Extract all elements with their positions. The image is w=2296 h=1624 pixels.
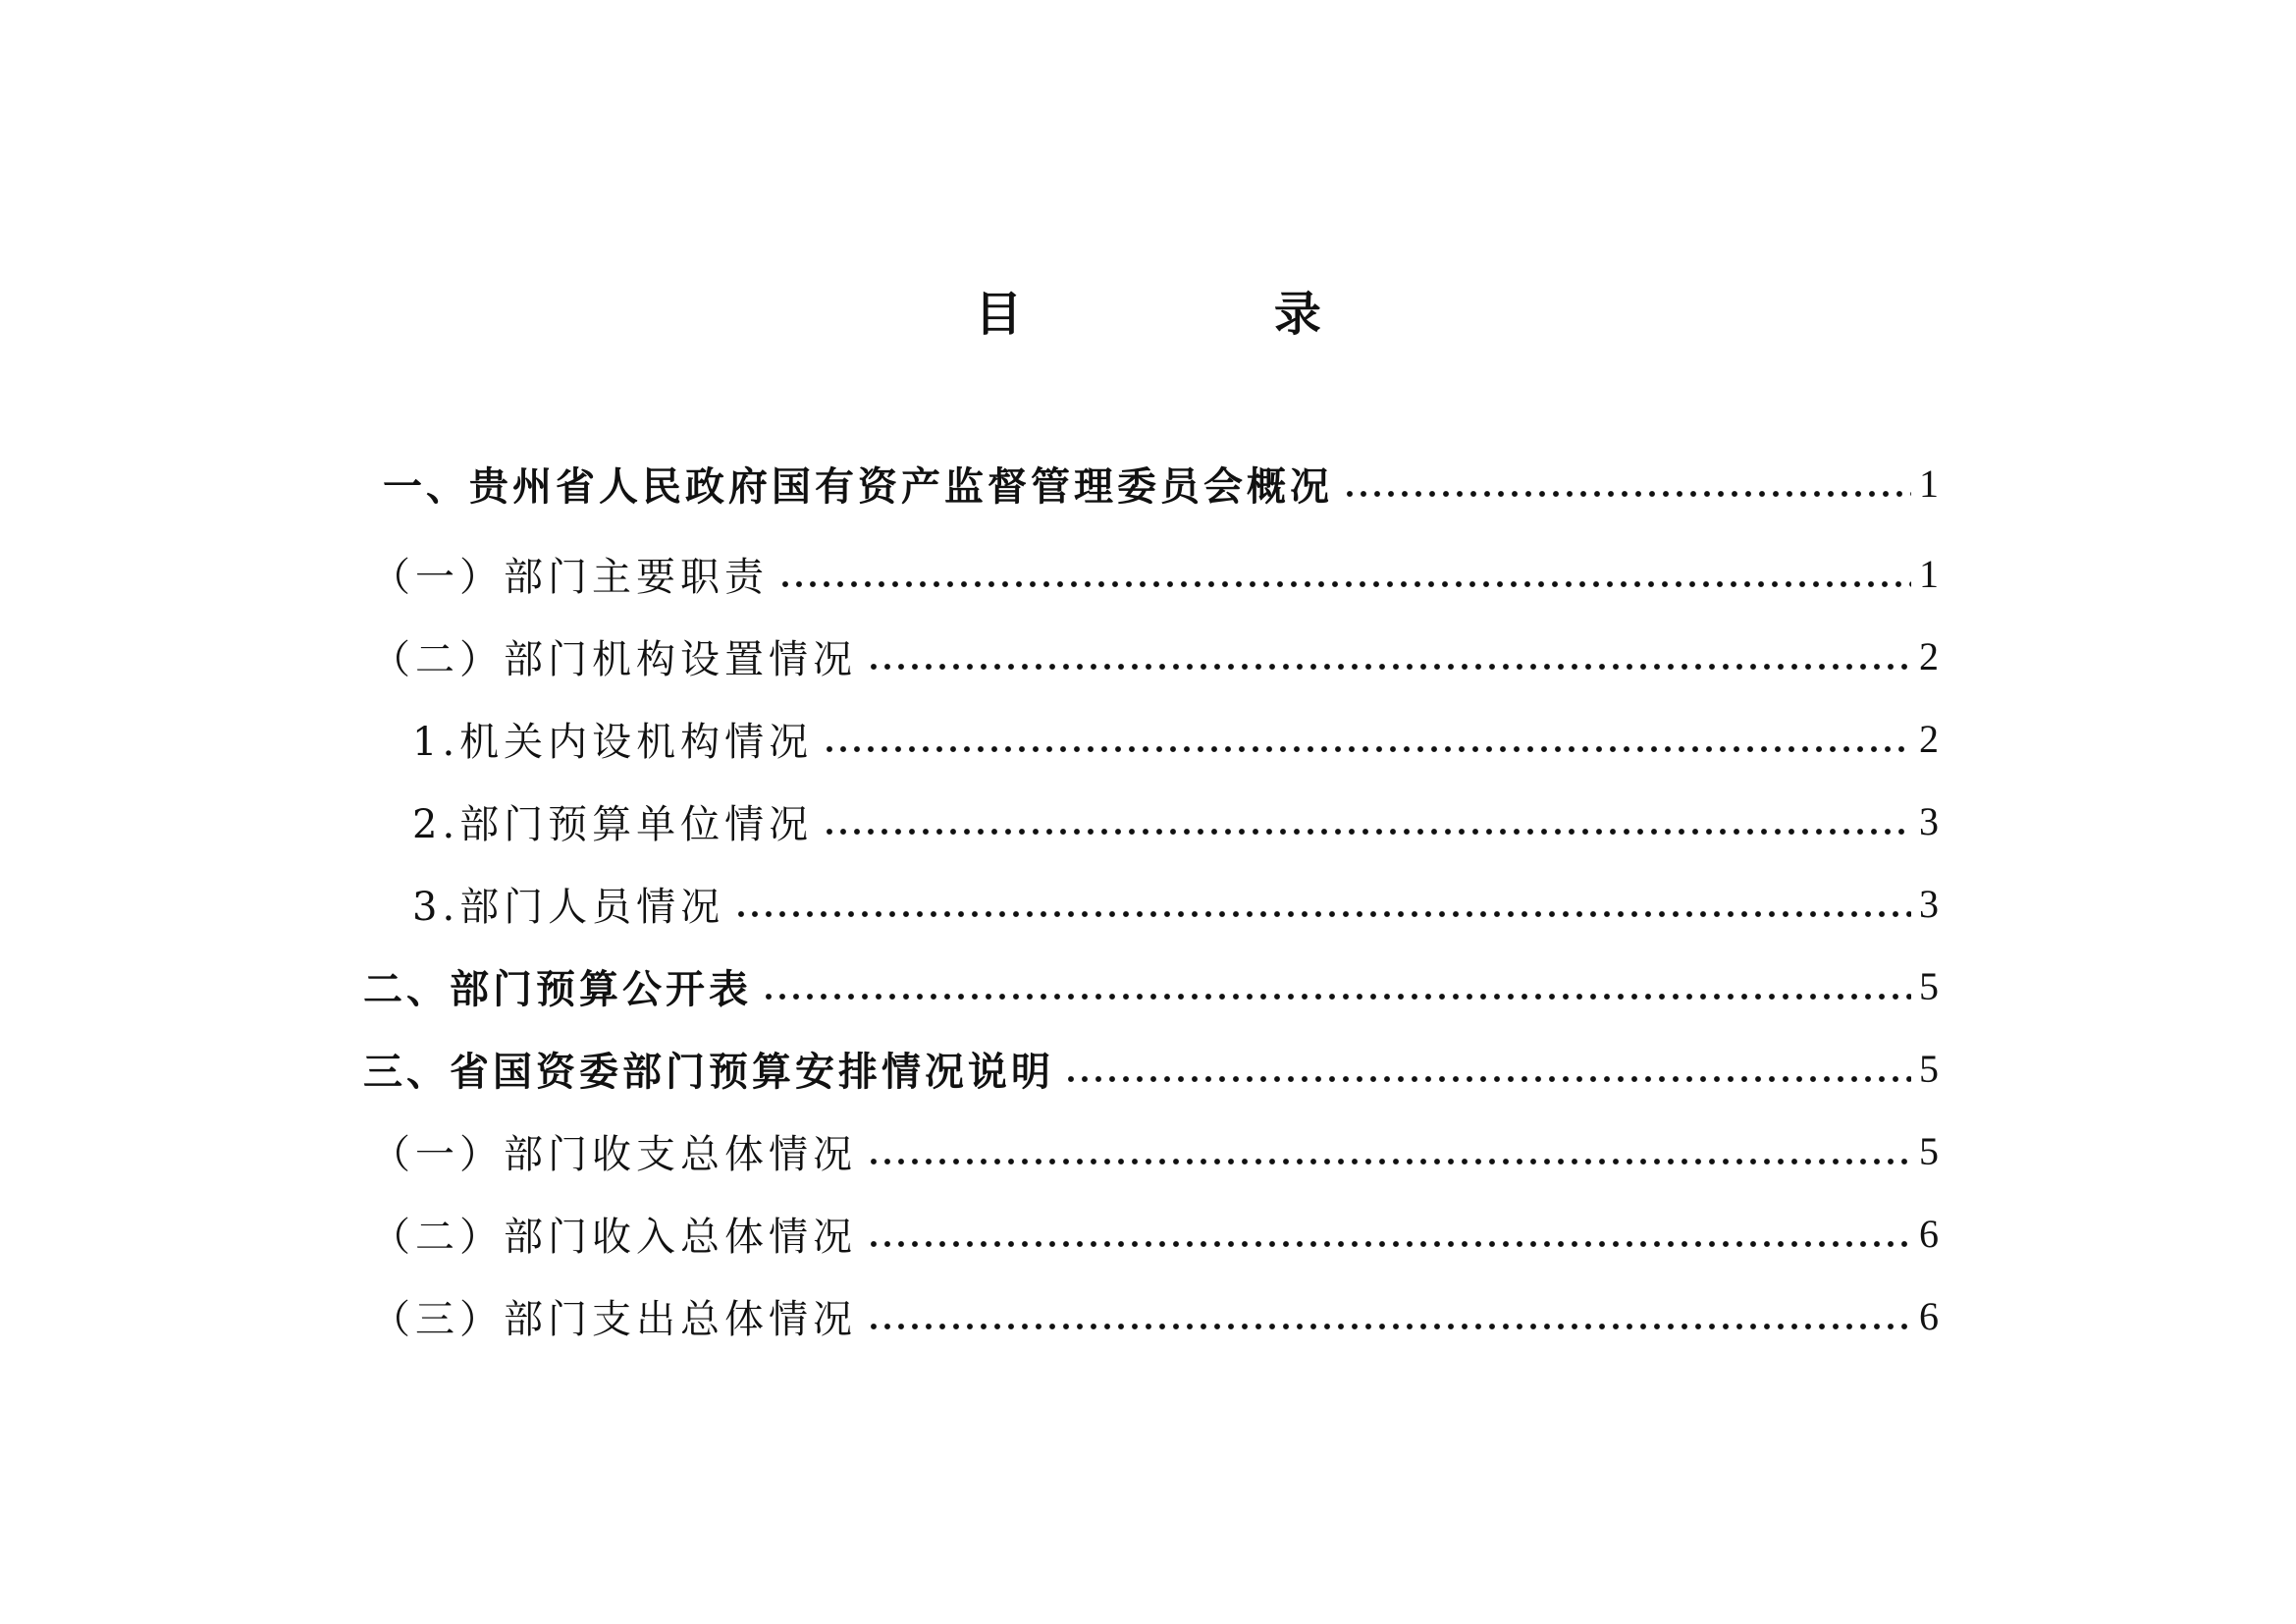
toc-entry-label: （三）部门支出总体情况 [371, 1296, 857, 1342]
toc-entry-budget-units[interactable] [412, 791, 1939, 850]
toc-entry-internal-units[interactable] [412, 709, 1939, 768]
toc-dot-leader [867, 1286, 1911, 1345]
toc-entry-label: 二、部门预算公开表 [363, 966, 752, 1012]
toc-dot-leader [867, 1204, 1911, 1263]
toc-entry-label: （一）部门主要职责 [371, 554, 769, 600]
toc-entry-label: 三、省国资委部门预算安排情况说明 [363, 1049, 1054, 1095]
toc-page-number: 3 [1919, 881, 1939, 926]
toc-entry-label: （二）部门机构设置情况 [371, 636, 857, 682]
toc-dot-leader [867, 1121, 1911, 1180]
toc-page-number: 1 [1919, 551, 1939, 596]
toc-entry-budget-tables[interactable] [363, 956, 1939, 1015]
toc-entry-staff[interactable] [412, 874, 1939, 933]
toc-page-number: 5 [1919, 1128, 1939, 1173]
toc-page-number: 2 [1919, 633, 1939, 678]
toc-page-number: 2 [1919, 716, 1939, 761]
toc-entry-main-duties[interactable] [371, 544, 1939, 603]
toc-page-number: 5 [1919, 963, 1939, 1008]
toc-entry-income-expense[interactable] [371, 1121, 1939, 1180]
toc-dot-leader [762, 956, 1911, 1015]
toc-dot-leader [1064, 1039, 1911, 1098]
toc-page-number: 6 [1919, 1293, 1939, 1338]
toc-entry-overview[interactable] [383, 454, 1939, 513]
toc-entry-label: 一、贵州省人民政府国有资产监督管理委员会概况 [383, 463, 1333, 510]
toc-title: 目 录 [975, 287, 1439, 342]
toc-entry-label: （一）部门收支总体情况 [371, 1131, 857, 1177]
toc-dot-leader [734, 874, 1911, 933]
toc-entry-expense[interactable] [371, 1286, 1939, 1345]
toc-entry-org-setup[interactable] [371, 626, 1939, 685]
toc-entry-income[interactable] [371, 1204, 1939, 1263]
toc-page-number: 1 [1919, 460, 1939, 506]
toc-dot-leader [823, 709, 1911, 768]
toc-dot-leader [778, 544, 1911, 603]
toc-entry-budget-explanation[interactable] [363, 1039, 1939, 1098]
toc-dot-leader [1343, 454, 1911, 513]
toc-page-number: 6 [1919, 1211, 1939, 1256]
toc-page-number: 3 [1919, 798, 1939, 843]
toc-entry-label: 1.机关内设机构情况 [412, 719, 814, 765]
toc-entry-label: 3.部门人员情况 [412, 884, 725, 930]
toc-dot-leader [867, 626, 1911, 685]
toc-entry-label: （二）部门收入总体情况 [371, 1214, 857, 1260]
toc-entry-label: 2.部门预算单位情况 [412, 801, 814, 847]
toc-dot-leader [823, 791, 1911, 850]
toc-page-number: 5 [1919, 1046, 1939, 1091]
